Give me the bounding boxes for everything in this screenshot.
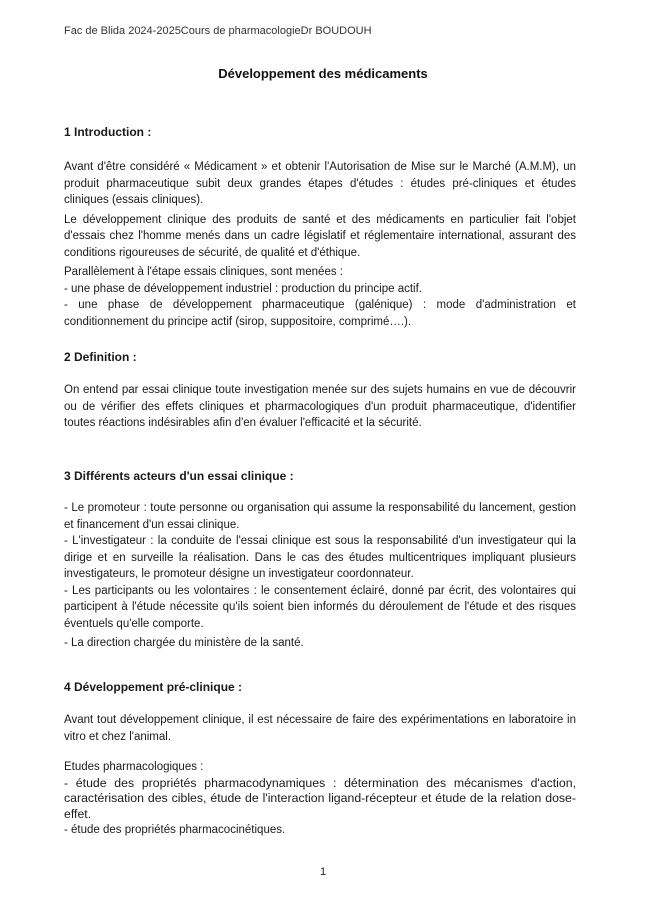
heading-acteurs: 3 Différents acteurs d'un essai clinique : — [64, 469, 294, 483]
etudes-pharmacologiques — [64, 759, 576, 839]
intro-bullet-2: - une phase de développement pharmaceutique (galénique) : mode d'administration et conditionnement du principe actif (sirop, suppositoire, comprimé….). — [64, 299, 576, 328]
acteur-promoteur: - Le promoteur : toute personne ou organisation qui assume la responsabilité du lancement, gestion et financement d'un essai clinique. — [64, 502, 576, 531]
document-title: Développement des médicaments — [218, 66, 428, 81]
preclinique-paragraph-1: Avant tout développement clinique, il est nécessaire de faire des expérimentations en laboratoire in vitro et chez l'animal. — [64, 714, 576, 743]
intro-paragraph-3: Parallèlement à l'étape essais cliniques, sont menées : — [64, 266, 343, 278]
heading-preclinique: 4 Développement pré-clinique : — [64, 680, 243, 694]
intro-paragraph-2: Le développement clinique des produits de santé et des médicaments en particulier fait l'objet d'essais chez l'homme menés dans un cadre législatif et réglementaire international, assurant des conditions rigoureuses de sécurité, de qualité et d'éthique. — [64, 213, 576, 259]
running-header: Fac de Blida 2024-2025Cours de pharmacologieDr BOUDOUH — [64, 25, 372, 37]
preclinique-section — [64, 712, 576, 745]
preclinique-bullet-2: - étude des propriétés pharmacocinétiques. — [64, 824, 286, 836]
heading-introduction: 1 Introduction : — [64, 125, 152, 139]
acteur-investigateur: - L'investigateur : la conduite de l'essai clinique est sous la responsabilité d'un investigateur qui la dirige et en surveille la réalisation. Dans le cas des études multicentriques impliquant plusieurs investigateurs, le promoteur désigne un investigateur coordonnateur. — [64, 535, 576, 580]
page-number: 1 — [319, 866, 327, 878]
definition-paragraph: On entend par essai clinique toute investigation menée sur des sujets humains en vue de découvrir ou de vérifier des effets cliniques et pharmacologiques d'un produit pharmaceutique, d'identifier toutes réactions indésirables afin d'en évaluer l'efficacité et la sécurité. — [64, 384, 576, 429]
intro-section — [64, 159, 576, 330]
preclinique-bullet-1: - étude des propriétés pharmacodynamiques : détermination des mécanismes d'action, caractérisation des cibles, étude de l'interaction ligand-récepteur et étude de la relation dose-effet. — [64, 775, 576, 821]
intro-paragraph-1: Avant d'être considéré « Médicament » et obtenir l'Autorisation de Mise sur le Marché (A.M.M), un produit pharmaceutique subit deux grandes étapes d'études : études pré-cliniques et études cliniques (essais cliniques). — [64, 161, 576, 206]
acteur-direction: - La direction chargée du ministère de la santé. — [64, 637, 304, 649]
acteurs-section — [64, 500, 576, 652]
preclinique-paragraph-2: Etudes pharmacologiques : — [64, 761, 204, 773]
definition-section — [64, 382, 576, 432]
heading-definition: 2 Definition : — [64, 350, 137, 364]
intro-bullet-1: - une phase de développement industriel : production du principe actif. — [64, 282, 423, 295]
acteur-participants: - Les participants ou les volontaires : le consentement éclairé, donné par écrit, des volontaires qui participent à l'étude nécessite qu'ils soient bien informés du déroulement de l'étude et des risques éventuels qu'elle comporte. — [64, 584, 576, 630]
